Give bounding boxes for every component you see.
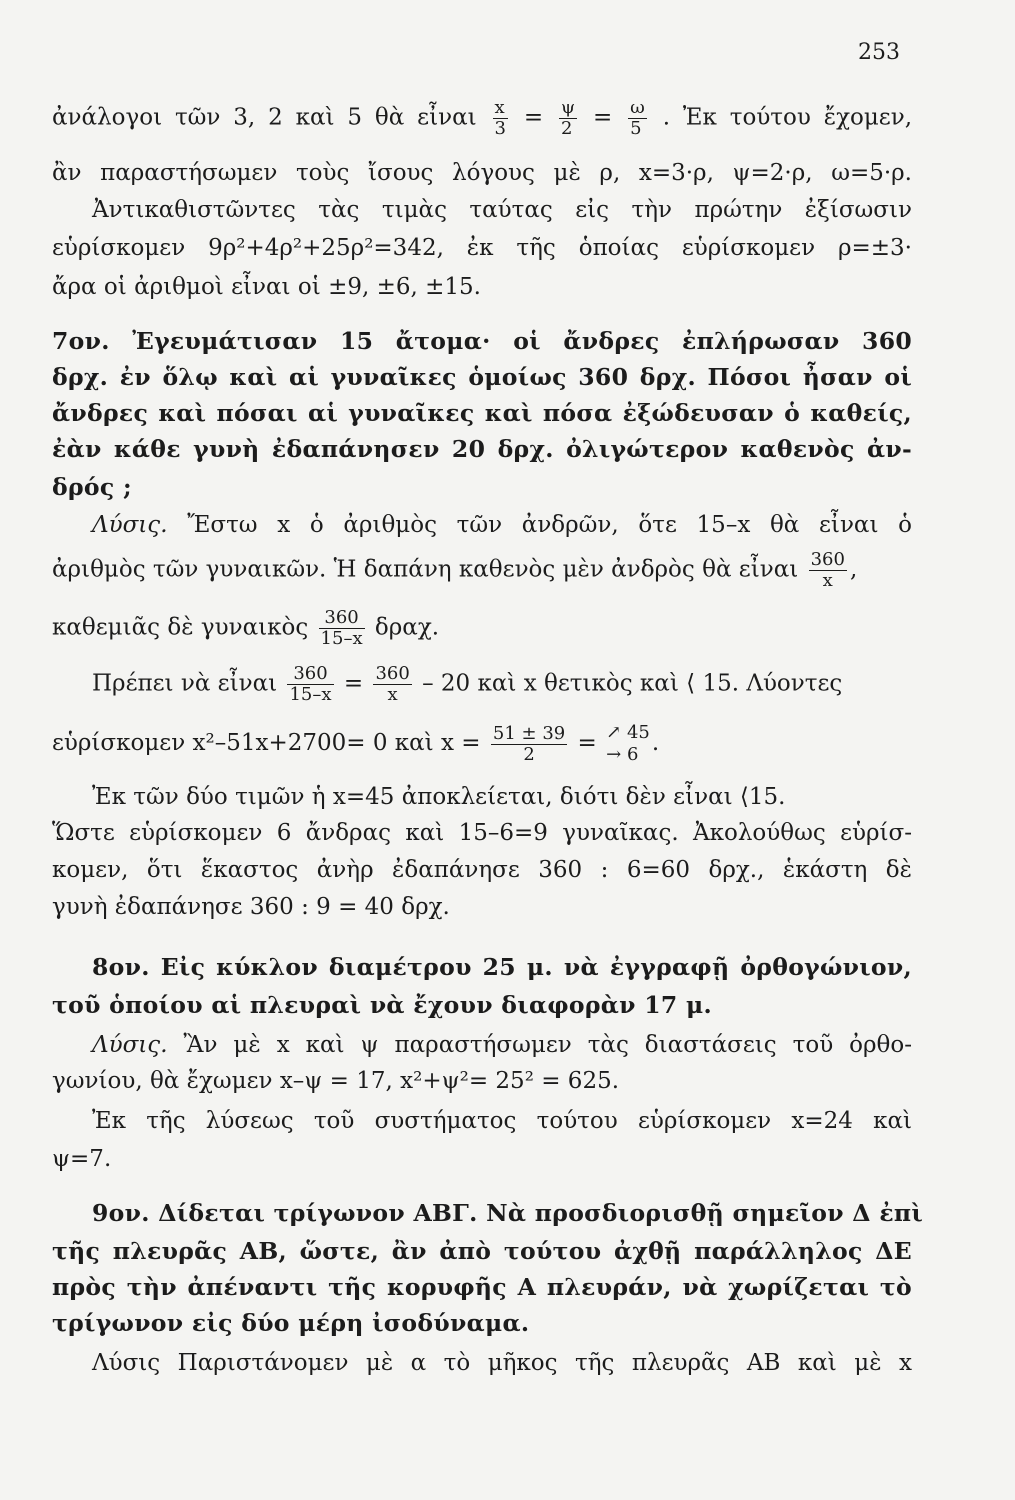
- problem-9-line: πρὸς τὴν ἀπέναντι τῆς κορυφῆς Α πλευράν, νὰ χωρίζεται τὸ: [52, 1273, 912, 1301]
- problem-7-line: ἄνδρες καὶ πόσαι αἱ γυναῖκες καὶ πόσα ἐξώδευσαν ὁ καθείς,: [52, 399, 912, 427]
- equals-sign: =: [592, 104, 613, 131]
- solution-line: κομεν, ὅτι ἕκαστος ἀνὴρ ἐδαπάνησε 360 : 6=60 δρχ., ἑκάστη δὲ: [52, 857, 912, 883]
- problem-9-line: τῆς πλευρᾶς ΑΒ, ὥστε, ἂν ἀπὸ τούτου ἀχθῇ παράλληλος ΔΕ: [52, 1237, 912, 1265]
- solution-line: [92, 510, 912, 540]
- equals-sign: =: [343, 670, 364, 697]
- fraction: $\frac{\omega}{5}$: [630, 97, 645, 139]
- text-line: ἂν παραστήσωμεν τοὺς ἴσους λόγους μὲ ρ, x=3·ρ, ψ=2·ρ, ω=5·ρ.: [52, 160, 912, 186]
- problem-7-line: δρχ. ἐν ὅλῳ καὶ αἱ γυναῖκες ὁμοίως 360 δρχ. Πόσοι ἦσαν οἱ: [52, 363, 912, 391]
- text-span: – 20 καὶ x θετικὸς καὶ ⟨ 15. Λύοντες: [422, 670, 843, 697]
- problem-9-line: 9ον. Δίδεται τρίγωνον ΑΒΓ. Νὰ προσδιορισθῇ σημεῖον Δ ἐπὶ: [92, 1199, 924, 1227]
- text-span: Ἔστω x ὁ ἀριθμὸς τῶν ἀνδρῶν, ὅτε 15–x θὰ εἶναι ὁ: [187, 512, 912, 538]
- solution-label: Λύσις.: [92, 1032, 168, 1058]
- equals-sign: =: [523, 104, 544, 131]
- text-span: καθεμιᾶς δὲ γυναικὸς: [52, 614, 309, 641]
- text-span: δραχ.: [374, 614, 440, 641]
- fraction: $\frac{360}{15-x}$: [320, 607, 363, 649]
- solution-line: [92, 1030, 912, 1060]
- solution-line: [92, 664, 912, 705]
- solution-line: Λύσις Παριστάνομεν μὲ α τὸ μῆκος τῆς πλευρᾶς ΑΒ καὶ μὲ x: [92, 1350, 912, 1376]
- solution-line: Ἐκ τῆς λύσεως τοῦ συστήματος τούτου εὑρίσκομεν x=24 καὶ: [92, 1108, 912, 1134]
- solution-line: εὑρίσκομεν x²–51x+2700= 0 καὶ x = $\frac{51 \pm 39}{2}$ = ↗ 45 → 6 .: [52, 722, 660, 765]
- fraction: $\frac{x}{3}$: [494, 97, 506, 139]
- problem-7-line: δρός ;: [52, 473, 132, 501]
- text-line: εὑρίσκομεν 9ρ²+4ρ²+25ρ²=342, ἐκ τῆς ὁποίας εὑρίσκομεν ρ=±3·: [52, 235, 912, 261]
- text-span: εὑρίσκομεν x²–51x+2700= 0 καὶ x =: [52, 730, 481, 756]
- text-line: [52, 98, 912, 139]
- solution-line: γωνίου, θὰ ἔχωμεν x–ψ = 17, x²+ψ²= 25² = 625.: [52, 1068, 620, 1094]
- solution-label: Λύσις.: [92, 512, 168, 538]
- text-span: Πρέπει νὰ εἶναι: [92, 670, 278, 697]
- text-span: ἀριθμὸς τῶν γυναικῶν. Ἡ δαπάνη καθενὸς μὲν ἀνδρὸς θὰ εἶναι: [52, 556, 799, 583]
- two-roots: ↗ 45 → 6: [606, 722, 650, 765]
- solution-line: Ὥστε εὑρίσκομεν 6 ἄνδρας καὶ 15–6=9 γυναῖκας. Ἀκολούθως εὑρίσ-: [52, 820, 912, 846]
- text-line: Ἀντικαθιστῶντες τὰς τιμὰς ταύτας εἰς τὴν πρώτην ἐξίσωσιν: [92, 197, 912, 223]
- page-number: 253: [858, 40, 900, 65]
- equals-sign: =: [577, 730, 597, 756]
- text-span: ἀνάλογοι τῶν 3, 2 καὶ 5 θὰ εἶναι: [52, 104, 477, 131]
- problem-8-line: 8ον. Εἰς κύκλον διαμέτρου 25 μ. νὰ ἐγγραφῇ ὀρθογώνιον,: [92, 953, 912, 981]
- text-span: . Ἐκ τούτου ἔχομεν,: [662, 104, 913, 131]
- problem-9-line: τρίγωνον εἰς δύο μέρη ἰσοδύναμα.: [52, 1309, 530, 1337]
- problem-7-line: ἐὰν κάθε γυνὴ ἐδαπάνησεν 20 δρχ. ὀλιγώτερον καθενὸς ἀν-: [52, 435, 912, 463]
- fraction: $\frac{360}{15-x}$: [289, 663, 332, 705]
- solution-line: ψ=7.: [52, 1146, 112, 1172]
- solution-line: Ἐκ τῶν δύο τιμῶν ἡ x=45 ἀποκλείεται, διότι δὲν εἶναι ⟨15.: [92, 784, 786, 810]
- solution-line: [52, 608, 912, 649]
- fraction: $\frac{\psi}{2}$: [560, 97, 576, 139]
- text-span: Ἂν μὲ x καὶ ψ παραστήσωμεν τὰς διαστάσεις τοῦ ὀρθο-: [183, 1032, 913, 1058]
- fraction: $\frac{360}{x}$: [810, 549, 845, 591]
- text-line: ἄρα οἱ ἀριθμοὶ εἶναι οἱ ±9, ±6, ±15.: [52, 274, 481, 300]
- solution-line: ἀριθμὸς τῶν γυναικῶν. Ἡ δαπάνη καθενὸς μὲν ἀνδρὸς θὰ εἶναι $\frac{360}{x}$ ,: [52, 549, 858, 591]
- problem-7-line: 7ον. Ἐγευμάτισαν 15 ἄτομα· οἱ ἄνδρες ἐπλήρωσαν 360: [52, 327, 912, 355]
- problem-8-line: τοῦ ὁποίου αἱ πλευραὶ νὰ ἔχουν διαφορὰν 17 μ.: [52, 991, 713, 1019]
- fraction: $\frac{51 \pm 39}{2}$: [492, 722, 566, 765]
- solution-line: γυνὴ ἐδαπάνησε 360 : 9 = 40 δρχ.: [52, 894, 450, 920]
- fraction: $\frac{360}{x}$: [375, 663, 410, 705]
